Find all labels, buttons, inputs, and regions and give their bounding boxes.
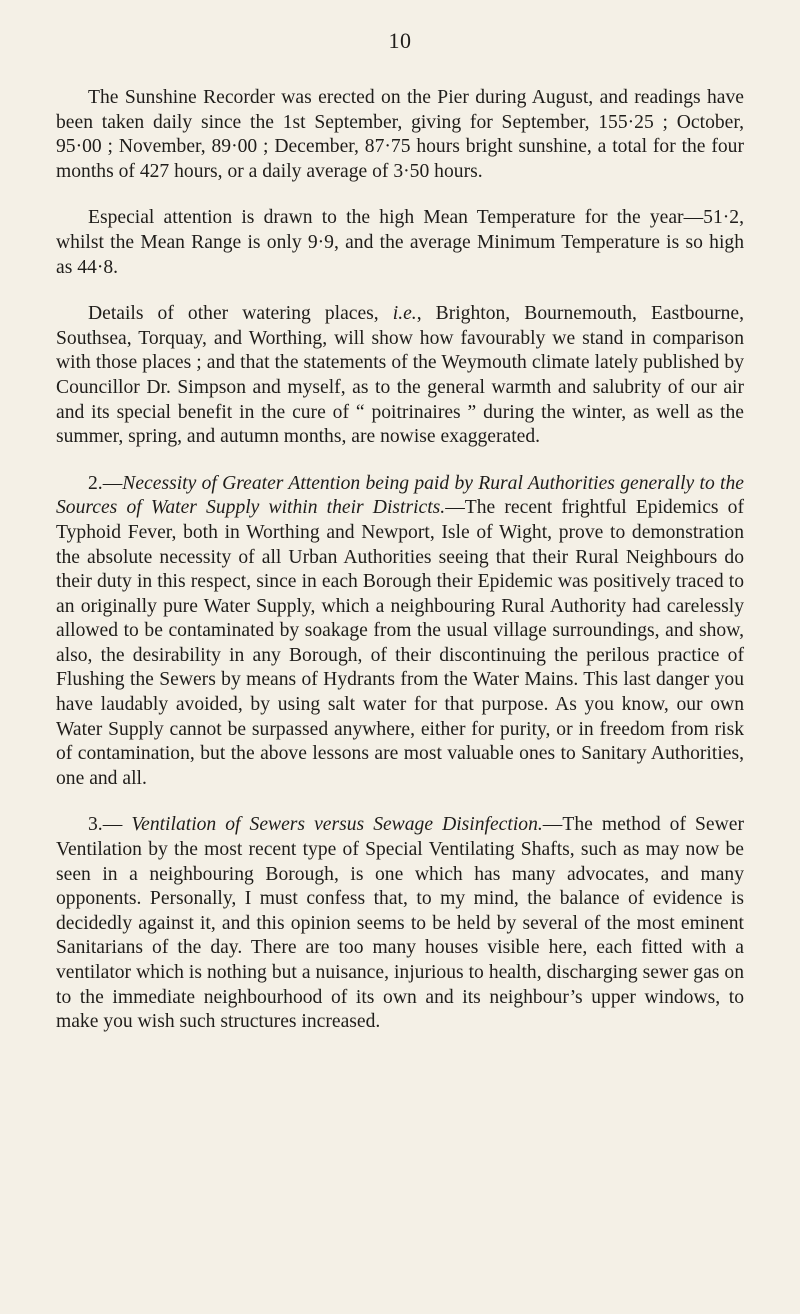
paragraph-watering-places — [56, 302, 744, 450]
section-title-ventilation: Ventilation of Sewers versus Sewage Disinfection. — [131, 814, 543, 836]
section-number-2: 2.— — [88, 472, 123, 494]
section-title-water-supply: Necessity of Greater Attention being paid by Rural Authorities generally to the Sources of Water Supply within their Districts. — [56, 472, 744, 519]
ventilation-body-text: —The method of Sewer Ventilation by the most recent type of Special Ventilating Shafts, such as may now be seen in a neighbouring Borough, is one which has many advocates, and many opponents. Personally, I must confess that, to my mind, the balance of evidence is decidedly against it, and this opinion seems to be held by several of the most eminent Sanitarians of the day. There are too many houses visible here, each fitted with a ventilator which is nothing but a nuisance, injurious to health, discharging sewer gas on to the immediate neighbourhood of its own and its neighbour’s upper windows, to make you wish such structures increased. — [56, 814, 744, 1033]
paragraph-water-supply — [56, 472, 744, 792]
paragraph-temperature-text: Especial attention is drawn to the high Mean Temperature for the year—51·2, whilst the Mean Range is only 9·9, and the average Minimum Temperature is so high as 44·8. — [56, 207, 744, 278]
paragraph-mean-temperature — [56, 206, 744, 280]
watering-places-text-before: Details of other watering places, — [88, 303, 393, 325]
page-number: 10 — [388, 28, 412, 53]
section-number-3: 3.— — [88, 814, 132, 836]
latin-abbreviation-ie: i.e. — [392, 303, 417, 325]
page-body — [56, 70, 744, 1035]
water-supply-body-text: —The recent frightful Epidemics of Typhoid Fever, both in Worthing and Newport, Isle of Wight, prove to demonstration the absolute necessity of all Urban Authorities seeing that their Rural Neighbours do their duty in this respect, since in each Borough their Epidemic was positively traced to an originally pure Water Supply, which a neighbouring Rural Authority had carelessly allowed to be contaminated by soakage from the usual village surroundings, and show, also, the desirability in any Borough, of their discontinuing the perilous practice of Flushing the Sewers by means of Hydrants from the Water Mains. This last danger you have laudably avoided, by using salt water for that purpose. As you know, our own Water Supply cannot be surpassed anywhere, either for purity, or in freedom from risk of contamination, but the above lessons are most valuable ones to Sanitary Authorities, one and all. — [56, 497, 744, 789]
watering-places-text-after: , Brighton, Bournemouth, Eastbourne, Southsea, Torquay, and Worthing, will show how favourably we stand in comparison with those places ; and that the statements of the Weymouth climate lately published by Councillor Dr. Simpson and myself, as to the general warmth and salubrity of our air and its special benefit in the cure of “ poitrinaires ” during the winter, as well as the summer, spring, and autumn months, are nowise exaggerated. — [56, 303, 745, 448]
paragraph-sunshine-recorder — [56, 86, 744, 184]
paragraph-sunshine-text: The Sunshine Recorder was erected on the Pier during August, and readings have been taken daily since the 1st September, giving for September, 155·25 ; October, 95·00 ; November, 89·00 ; December, 87·75 hours bright sunshine, a total for the four months of 427 hours, or a daily average of 3·50 hours. — [56, 87, 744, 182]
paragraph-sewer-ventilation — [56, 813, 744, 1034]
